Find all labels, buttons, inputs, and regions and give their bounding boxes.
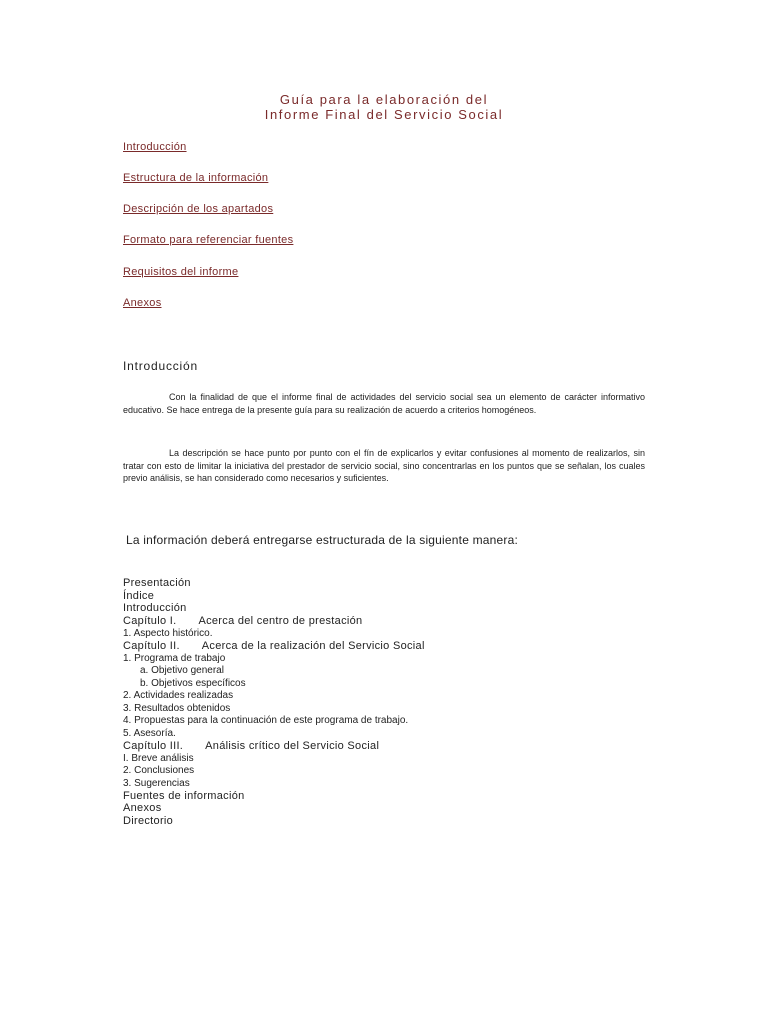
toc-link-anexos[interactable]: Anexos [123,297,162,309]
outline-cap2-item-3: 3. Resultados obtenidos [123,702,231,714]
document-title-line-2: Informe Final del Servicio Social [264,107,504,122]
capitulo-2-title: Acerca de la realización del Servicio Social [201,639,425,652]
structure-heading: La información deberá entregarse estructurada de la siguiente manera: [126,533,519,547]
toc-link-introduccion[interactable]: Introducción [123,141,187,153]
outline-cap1-item-1: 1. Aspecto histórico. [123,627,213,639]
capitulo-3-title: Análisis crítico del Servicio Social [205,739,380,752]
introduccion-heading: Introducción [123,359,198,373]
outline-presentacion: Presentación [123,577,191,589]
outline-capitulo-3 [123,740,379,752]
outline-cap3-item-3: 3. Sugerencias [123,777,190,789]
outline-fuentes: Fuentes de información [123,789,245,802]
intro-paragraph-1 [123,391,645,416]
intro-paragraph-2-text: La descripción se hace punto por punto con el fín de explicarlos y evitar confusiones al momento de realizarlos, sin tratar con esto de limitar la iniciativa del prestador de servicio social, sino concentrarlas en los puntos que se señalan, los cuales previo análisis, se han considerado como necesarios y suficientes. [123,448,645,483]
toc-link-formato[interactable]: Formato para referenciar fuentes [123,234,294,246]
outline-introduccion: Introducción [123,602,187,614]
intro-paragraph-1-text: Con la finalidad de que el informe final de actividades del servicio social sea un elemento de carácter informativo educativo. Se hace entrega de la presente guía para su realización de acuerdo a criterios homogéneos. [123,392,645,415]
outline-cap3-item-2: 2. Conclusiones [123,765,195,776]
outline-capitulo-2 [123,640,425,652]
outline-cap2-item-1: 1. Programa de trabajo [123,652,226,664]
document-title-line-1: Guía para la elaboración del [279,92,489,107]
toc-link-requisitos[interactable]: Requisitos del informe [123,266,239,278]
outline-anexos: Anexos [123,802,162,814]
toc-link-descripcion[interactable]: Descripción de los apartados [123,203,274,215]
outline-cap2-item-5: 5. Asesoría. [123,727,176,739]
outline-cap2-item-2: 2. Actividades realizadas [123,690,234,701]
outline-cap3-item-1: I. Breve análisis [123,752,194,764]
outline-cap2-item-1b: b. Objetivos específicos [140,677,246,689]
toc-link-estructura[interactable]: Estructura de la información [123,172,269,184]
outline-cap2-item-4: 4. Propuestas para la continuación de este programa de trabajo. [123,715,409,726]
capitulo-1-label: Capítulo I. [123,614,177,627]
capitulo-2-label: Capítulo II. [123,639,180,652]
capitulo-3-label: Capítulo III. [123,739,184,752]
outline-capitulo-1 [123,615,362,627]
outline-cap2-item-1a: a. Objetivo general [140,665,224,676]
intro-paragraph-2 [123,447,645,485]
capitulo-1-title: Acerca del centro de prestación [198,614,363,627]
outline-directorio: Directorio [123,814,174,827]
outline-indice: Índice [123,589,155,602]
